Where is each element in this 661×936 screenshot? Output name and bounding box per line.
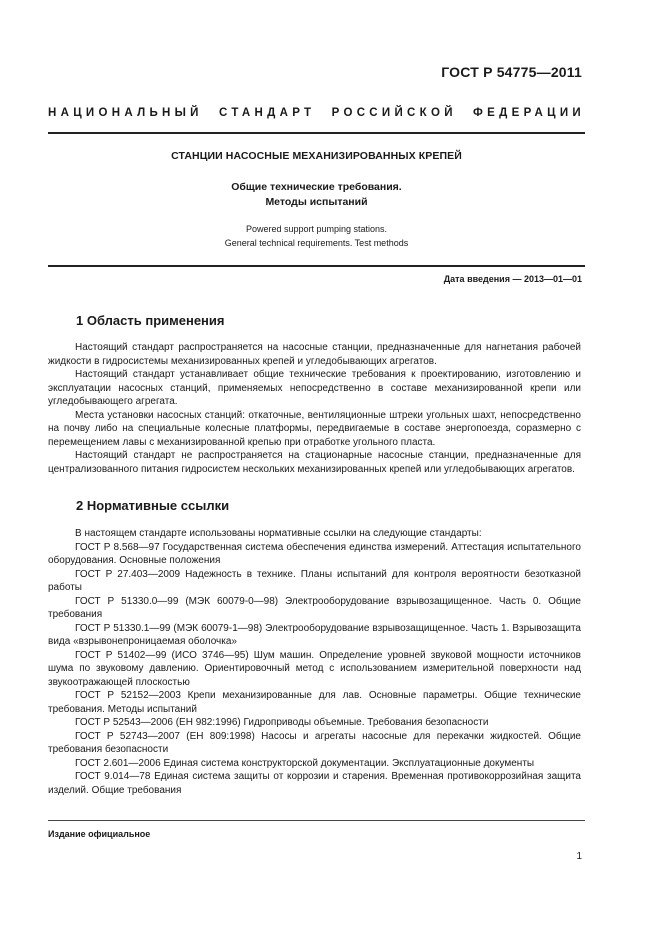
section-1-paragraph: Места установки насосных станций: откаточные, вентиляционные штреки угольных шахт, непосредственно на почву либо на специальные колесные платформы, передвигаемые в составе энергопоезда, соразмерно с перемещением лавы с механизированной крепью при отработке угольного пласта. xyxy=(48,409,581,448)
reference-paragraph: В настоящем стандарте использованы нормативные ссылки на следующие стандарты: xyxy=(75,528,482,539)
section-2-body xyxy=(48,527,581,797)
introduction-date: Дата введения — 2013—01—01 xyxy=(443,274,582,284)
standard-subtitle xyxy=(48,180,585,210)
reference-paragraph: ГОСТ Р 8.568—97 Государственная система обеспечения единства измерений. Аттестация испытательного оборудования. Основные положения xyxy=(48,541,581,566)
reference-paragraph: ГОСТ 9.014—78 Единая система защиты от коррозии и старения. Временная противокоррозийная защита изделий. Общие требования xyxy=(48,771,581,796)
page-number: 1 xyxy=(576,851,582,862)
section-2-heading: 2 Нормативные ссылки xyxy=(76,498,230,513)
national-standard-banner: НАЦИОНАЛЬНЫЙ СТАНДАРТ РОССИЙСКОЙ ФЕДЕРАЦИИ xyxy=(48,107,585,119)
subtitle-line-1: Общие технические требования. xyxy=(231,181,402,193)
subtitle-line-2: Методы испытаний xyxy=(265,196,368,208)
document-number: ГОСТ Р 54775—2011 xyxy=(441,64,582,80)
section-1-paragraph: Настоящий стандарт устанавливает общие технические требования к проектированию, изготовлению и эксплуатации насосных станций, применяемых непосредственно в составе механизированной крепи или угледобывающего агрегата. xyxy=(48,369,581,407)
section-1-heading: 1 Область применения xyxy=(76,313,225,328)
section-1-paragraph: Настоящий стандарт распространяется на насосные станции, предназначенные для нагнетания рабочей жидкости в гидросистемы механизированных крепей и угледобывающих агрегатов. xyxy=(48,342,581,367)
english-title-line-2: General technical requirements. Test methods xyxy=(224,238,409,248)
reference-paragraph: ГОСТ Р 27.403—2009 Надежность в технике. Планы испытаний для контроля вероятности безотказной работы xyxy=(48,568,581,593)
top-rule xyxy=(48,132,585,134)
standard-title: СТАНЦИИ НАСОСНЫЕ МЕХАНИЗИРОВАННЫХ КРЕПЕЙ xyxy=(171,150,462,162)
official-edition-label: Издание официальное xyxy=(48,829,151,839)
title-rule xyxy=(48,265,585,267)
reference-paragraph: ГОСТ Р 51402—99 (ИСО 3746—95) Шум машин. Определение уровней звуковой мощности источников шума по звуковому давлению. Ориентировочный метод с использованием измерительной поверхности над звукоотражающей плоскостью xyxy=(48,649,581,688)
section-1-body xyxy=(48,341,581,476)
section-1-paragraph: Настоящий стандарт не распространяется на стационарные насосные станции, предназначенные для централизованного питания гидросистем нескольких механизированных крепей или угледобывающих агрегатов. xyxy=(48,450,581,475)
reference-paragraph: ГОСТ Р 51330.0—99 (МЭК 60079-0—98) Электрооборудование взрывозащищенное. Часть 0. Общие требования xyxy=(48,595,581,620)
reference-paragraph: ГОСТ Р 52743—2007 (ЕН 809:1998) Насосы и агрегаты насосные для перекачки жидкостей. Общие требования безопасности xyxy=(48,730,581,755)
reference-paragraph: ГОСТ Р 52543—2006 (ЕН 982:1996) Гидроприводы объемные. Требования безопасности xyxy=(75,717,489,728)
reference-paragraph: ГОСТ Р 51330.1—99 (МЭК 60079-1—98) Электрооборудование взрывозащищенное. Часть 1. Взрывозащита вида «взрывонепроницаемая оболочка» xyxy=(48,622,581,647)
footer-rule xyxy=(48,820,585,821)
reference-paragraph: ГОСТ 2.601—2006 Единая система конструкторской документации. Эксплуатационные документы xyxy=(75,757,535,769)
reference-paragraph: ГОСТ Р 52152—2003 Крепи механизированные для лав. Основные параметры. Общие технические требования. Методы испытаний xyxy=(48,690,581,715)
english-title-line-1: Powered support pumping stations. xyxy=(245,224,388,234)
english-title xyxy=(48,222,585,250)
